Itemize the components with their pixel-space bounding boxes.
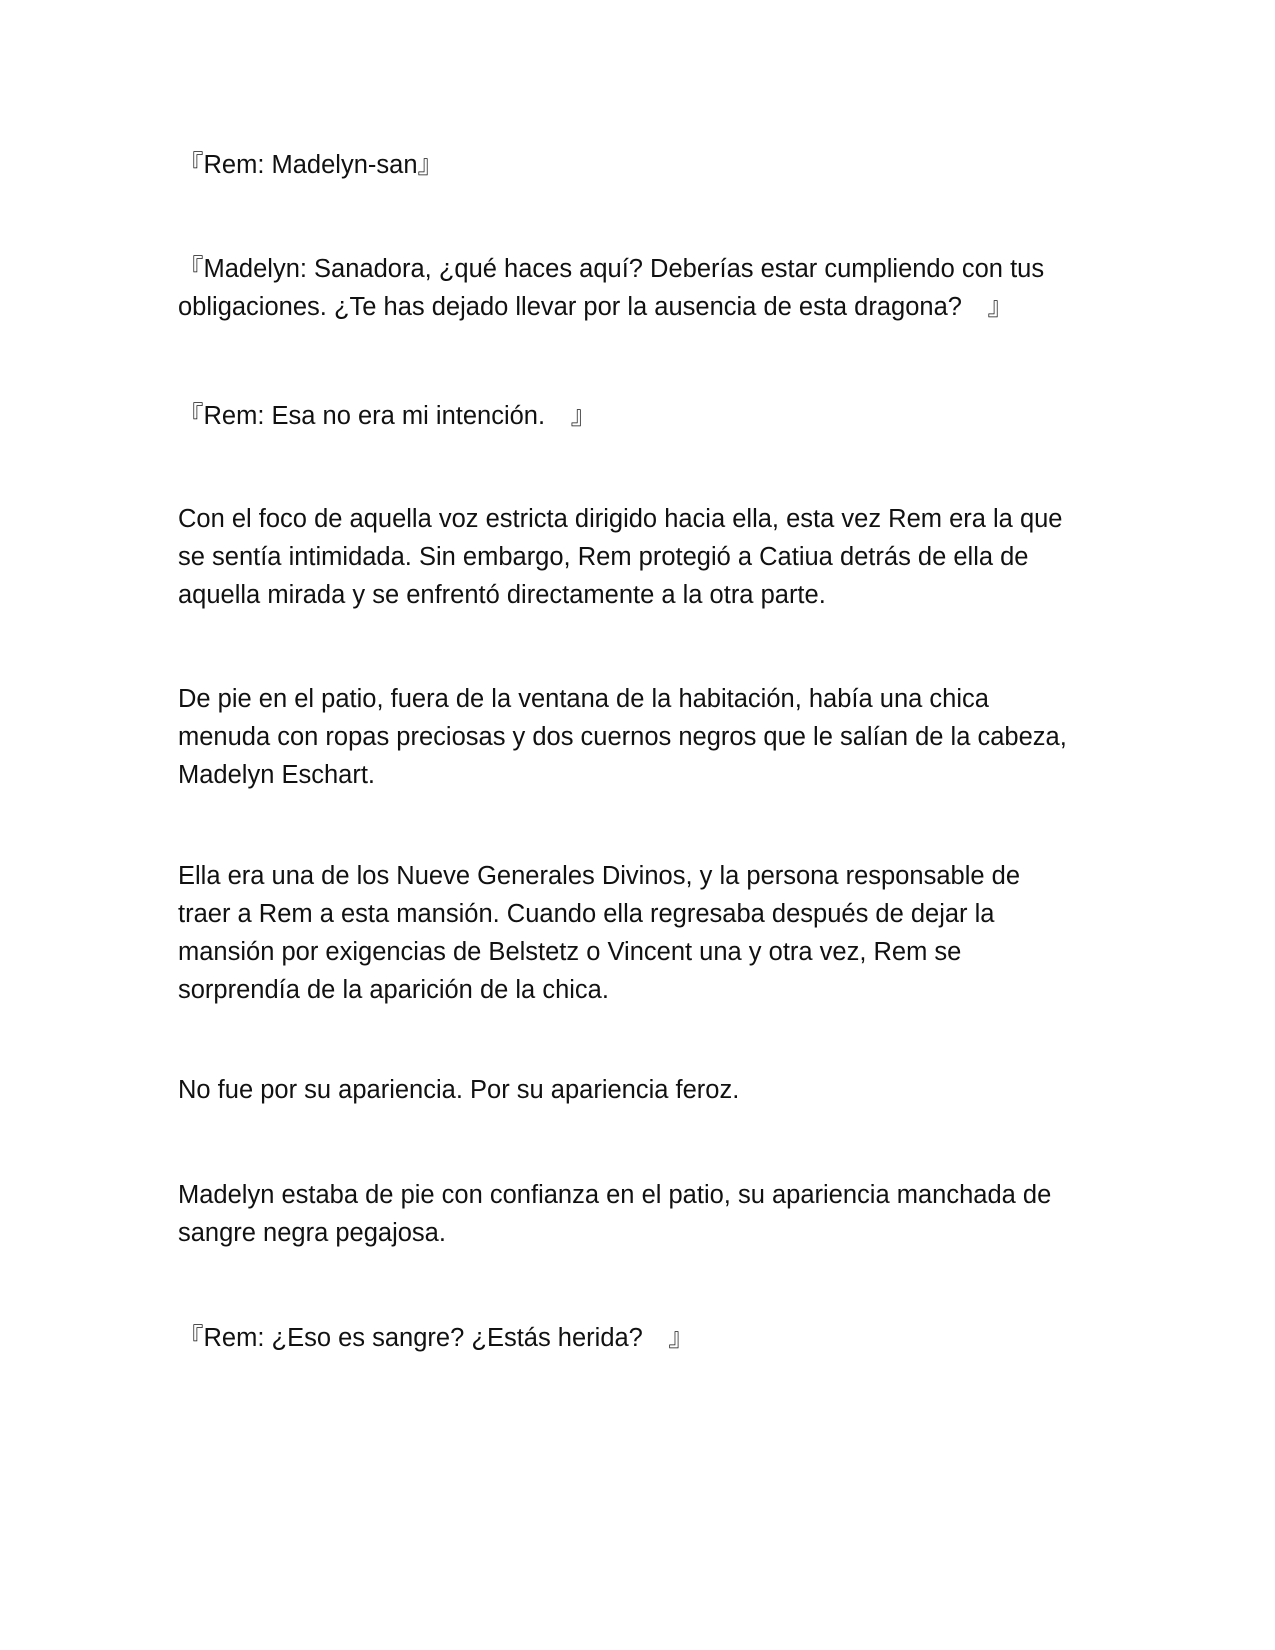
text-line: Madelyn estaba de pie con confianza en el patio, su apariencia manchada de xyxy=(178,1181,1052,1209)
text-line: No fue por su apariencia. Por su apariencia feroz. xyxy=(178,1076,740,1104)
text-line: se sentía intimidada. Sin embargo, Rem protegió a Catiua detrás de ella de xyxy=(178,543,1029,571)
dialogue-rem-2 xyxy=(178,397,1108,435)
text-line: traer a Rem a esta mansión. Cuando ella regresaba después de dejar la xyxy=(178,900,995,928)
text-line: Madelyn Eschart. xyxy=(178,761,376,789)
narration-paragraph-3 xyxy=(178,857,1108,1009)
text-line: Con el foco de aquella voz estricta dirigido hacia ella, esta vez Rem era la que xyxy=(178,505,1063,533)
text-line: 『Rem: Madelyn-san』 xyxy=(178,151,443,179)
dialogue-rem-1 xyxy=(178,146,1108,184)
text-line: obligaciones. ¿Te has dejado llevar por la ausencia de esta dragona? 』 xyxy=(178,293,1013,321)
text-line: sangre negra pegajosa. xyxy=(178,1219,446,1247)
text-line: 『Rem: Esa no era mi intención. 』 xyxy=(178,402,597,430)
text-line: sorprendía de la aparición de la chica. xyxy=(178,976,609,1004)
narration-paragraph-4 xyxy=(178,1071,1108,1109)
narration-paragraph-1 xyxy=(178,500,1108,614)
text-line: mansión por exigencias de Belstetz o Vincent una y otra vez, Rem se xyxy=(178,938,962,966)
text-line: aquella mirada y se enfrentó directamente a la otra parte. xyxy=(178,581,826,609)
narration-paragraph-2 xyxy=(178,680,1108,794)
dialogue-rem-3 xyxy=(178,1319,1108,1357)
text-line: 『Rem: ¿Eso es sangre? ¿Estás herida? 』 xyxy=(178,1324,694,1352)
text-line: menuda con ropas preciosas y dos cuernos negros que le salían de la cabeza, xyxy=(178,723,1067,751)
dialogue-madelyn-1 xyxy=(178,250,1108,326)
text-line: Ella era una de los Nueve Generales Divinos, y la persona responsable de xyxy=(178,862,1020,890)
text-line: 『Madelyn: Sanadora, ¿qué haces aquí? Deberías estar cumpliendo con tus xyxy=(178,255,1045,283)
text-line: De pie en el patio, fuera de la ventana de la habitación, había una chica xyxy=(178,685,989,713)
narration-paragraph-5 xyxy=(178,1176,1108,1252)
